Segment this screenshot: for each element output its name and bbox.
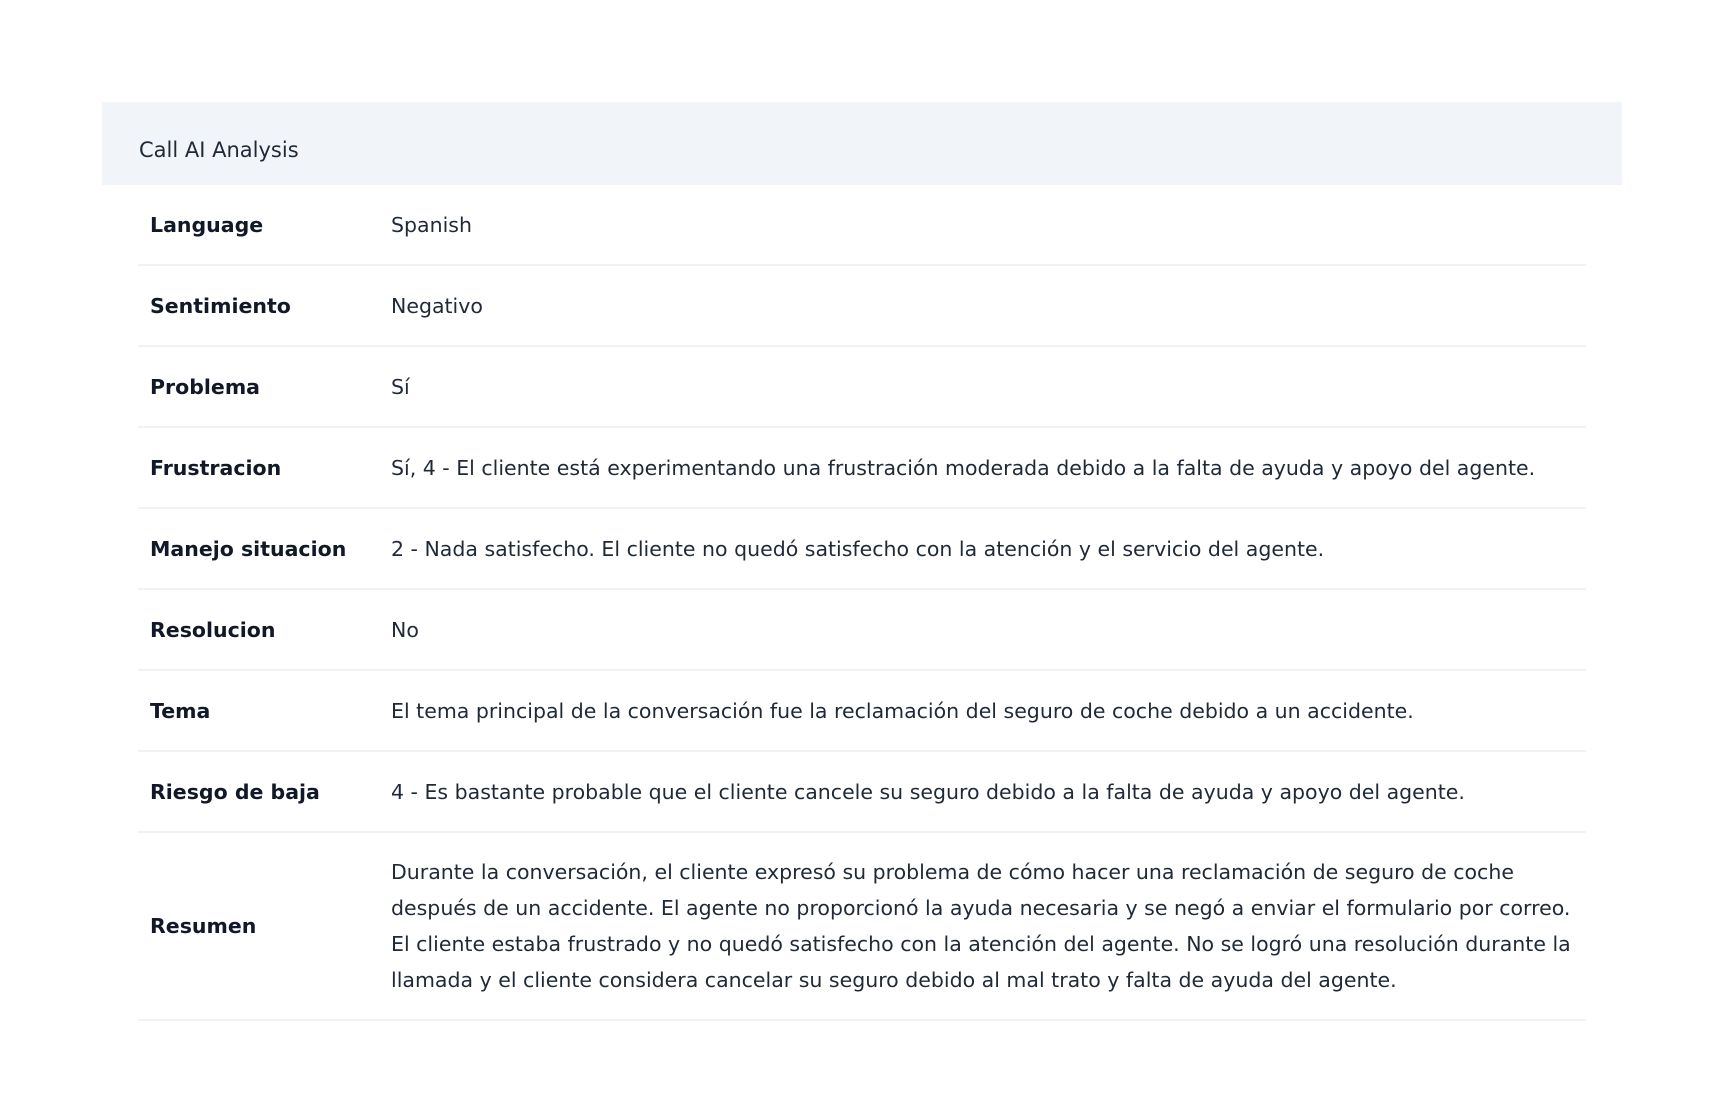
table-row bbox=[138, 832, 1586, 1020]
row-value: 4 - Es bastante probable que el cliente cancele su seguro debido a la falta de ayuda y apoyo del agente. bbox=[379, 751, 1586, 832]
analysis-table bbox=[138, 185, 1586, 1021]
row-label: Problema bbox=[138, 346, 379, 427]
row-label: Tema bbox=[138, 670, 379, 751]
row-value: 2 - Nada satisfecho. El cliente no quedó satisfecho con la atención y el servicio del agente. bbox=[379, 508, 1586, 589]
table-row bbox=[138, 508, 1586, 589]
row-value: El tema principal de la conversación fue la reclamación del seguro de coche debido a un accidente. bbox=[379, 670, 1586, 751]
row-value: Spanish bbox=[379, 185, 1586, 265]
row-label: Resolucion bbox=[138, 589, 379, 670]
card-title: Call AI Analysis bbox=[102, 102, 1622, 185]
row-label: Riesgo de baja bbox=[138, 751, 379, 832]
row-value: Negativo bbox=[379, 265, 1586, 346]
table-row bbox=[138, 751, 1586, 832]
table-row bbox=[138, 589, 1586, 670]
row-label: Resumen bbox=[138, 832, 379, 1020]
table-row bbox=[138, 670, 1586, 751]
row-label: Manejo situacion bbox=[138, 508, 379, 589]
row-value: No bbox=[379, 589, 1586, 670]
table-row bbox=[138, 265, 1586, 346]
row-value: Sí bbox=[379, 346, 1586, 427]
row-value: Sí, 4 - El cliente está experimentando una frustración moderada debido a la falta de ayuda y apoyo del agente. bbox=[379, 427, 1586, 508]
row-label: Frustracion bbox=[138, 427, 379, 508]
row-label: Language bbox=[138, 185, 379, 265]
row-label: Sentimiento bbox=[138, 265, 379, 346]
table-row bbox=[138, 427, 1586, 508]
row-value: Durante la conversación, el cliente expresó su problema de cómo hacer una reclamación de seguro de coche después de un accidente. El agente no proporcionó la ayuda necesaria y se negó a enviar el formulario por correo. El cliente estaba frustrado y no quedó satisfecho con la atención del agente. No se logró una resolución durante la llamada y el cliente considera cancelar su seguro debido al mal trato y falta de ayuda del agente. bbox=[379, 832, 1586, 1020]
call-ai-analysis-card bbox=[102, 102, 1622, 1021]
table-row bbox=[138, 346, 1586, 427]
table-row bbox=[138, 185, 1586, 265]
